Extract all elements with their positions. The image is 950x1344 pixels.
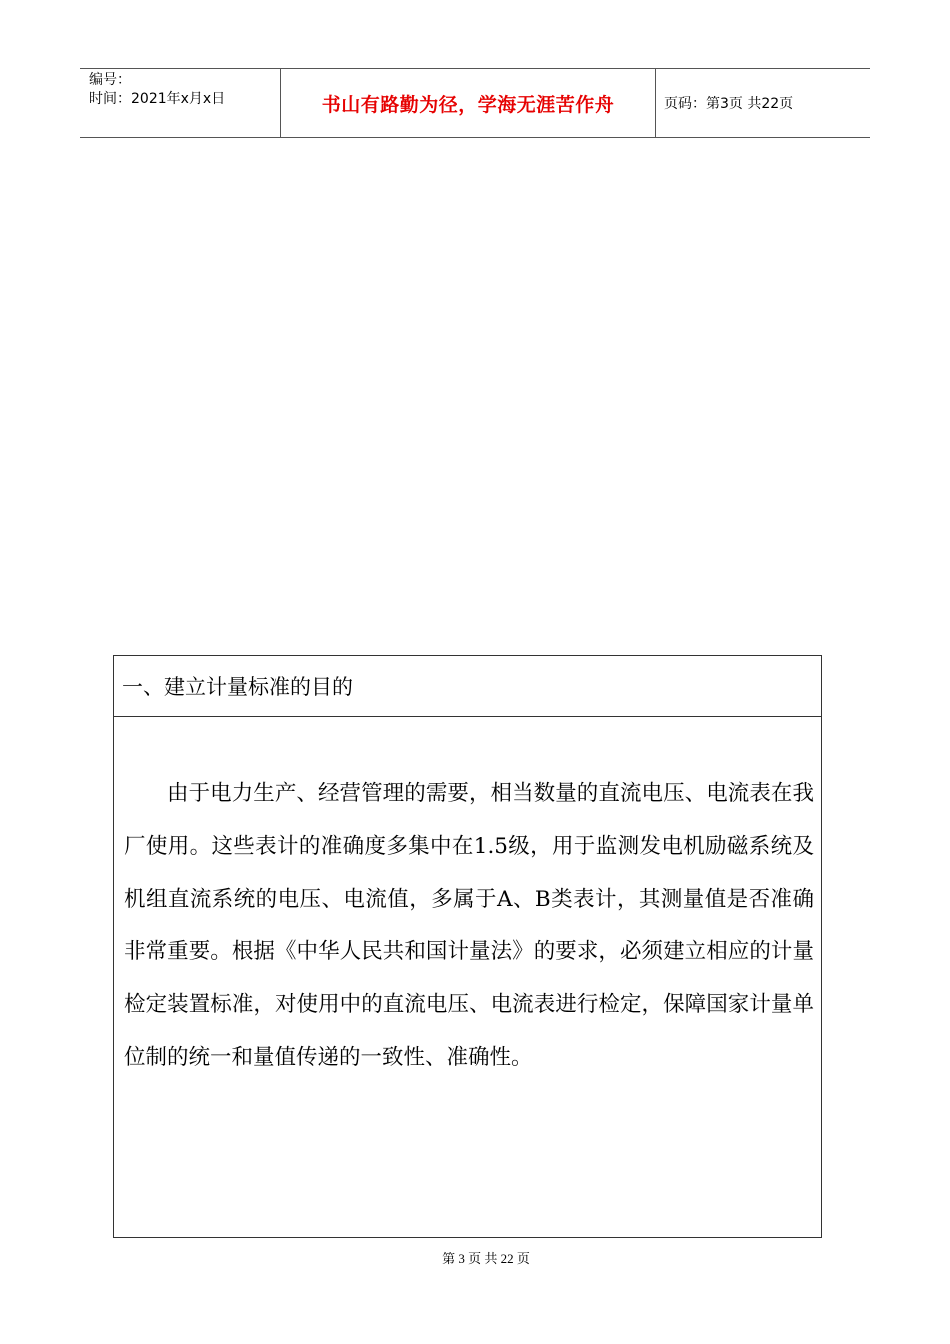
page-header (80, 68, 870, 138)
header-page-info: 页码：第3页 共22页 (664, 96, 794, 112)
section-title: 一、建立计量标准的目的 (114, 656, 821, 717)
page-footer: 第 3 页 共 22 页 (442, 1251, 530, 1266)
document-number-label: 编号： (89, 72, 131, 88)
content-box (113, 655, 822, 1238)
header-meta-cell (80, 69, 280, 137)
header-page-cell (655, 69, 870, 137)
body-paragraph: 由于电力生产、经营管理的需要，相当数量的直流电压、电流表在我厂使用。这些表计的准确度多集中在1.5级，用于监测发电机励磁系统及机组直流系统的电压、电流值，多属于A、B类表计，其测量值是否准确非常重要。根据《中华人民共和国计量法》的要求，必须建立相应的计量检定装置标准，对使用中的直流电压、电流表进行检定，保障国家计量单位制的统一和量值传递的一致性、准确性。 (124, 781, 814, 1070)
document-time-label: 时间：2021年x月x日 (89, 91, 226, 107)
header-motto: 书山有路勤为径，学海无涯苦作舟 (321, 93, 615, 116)
header-motto-cell (280, 69, 656, 137)
